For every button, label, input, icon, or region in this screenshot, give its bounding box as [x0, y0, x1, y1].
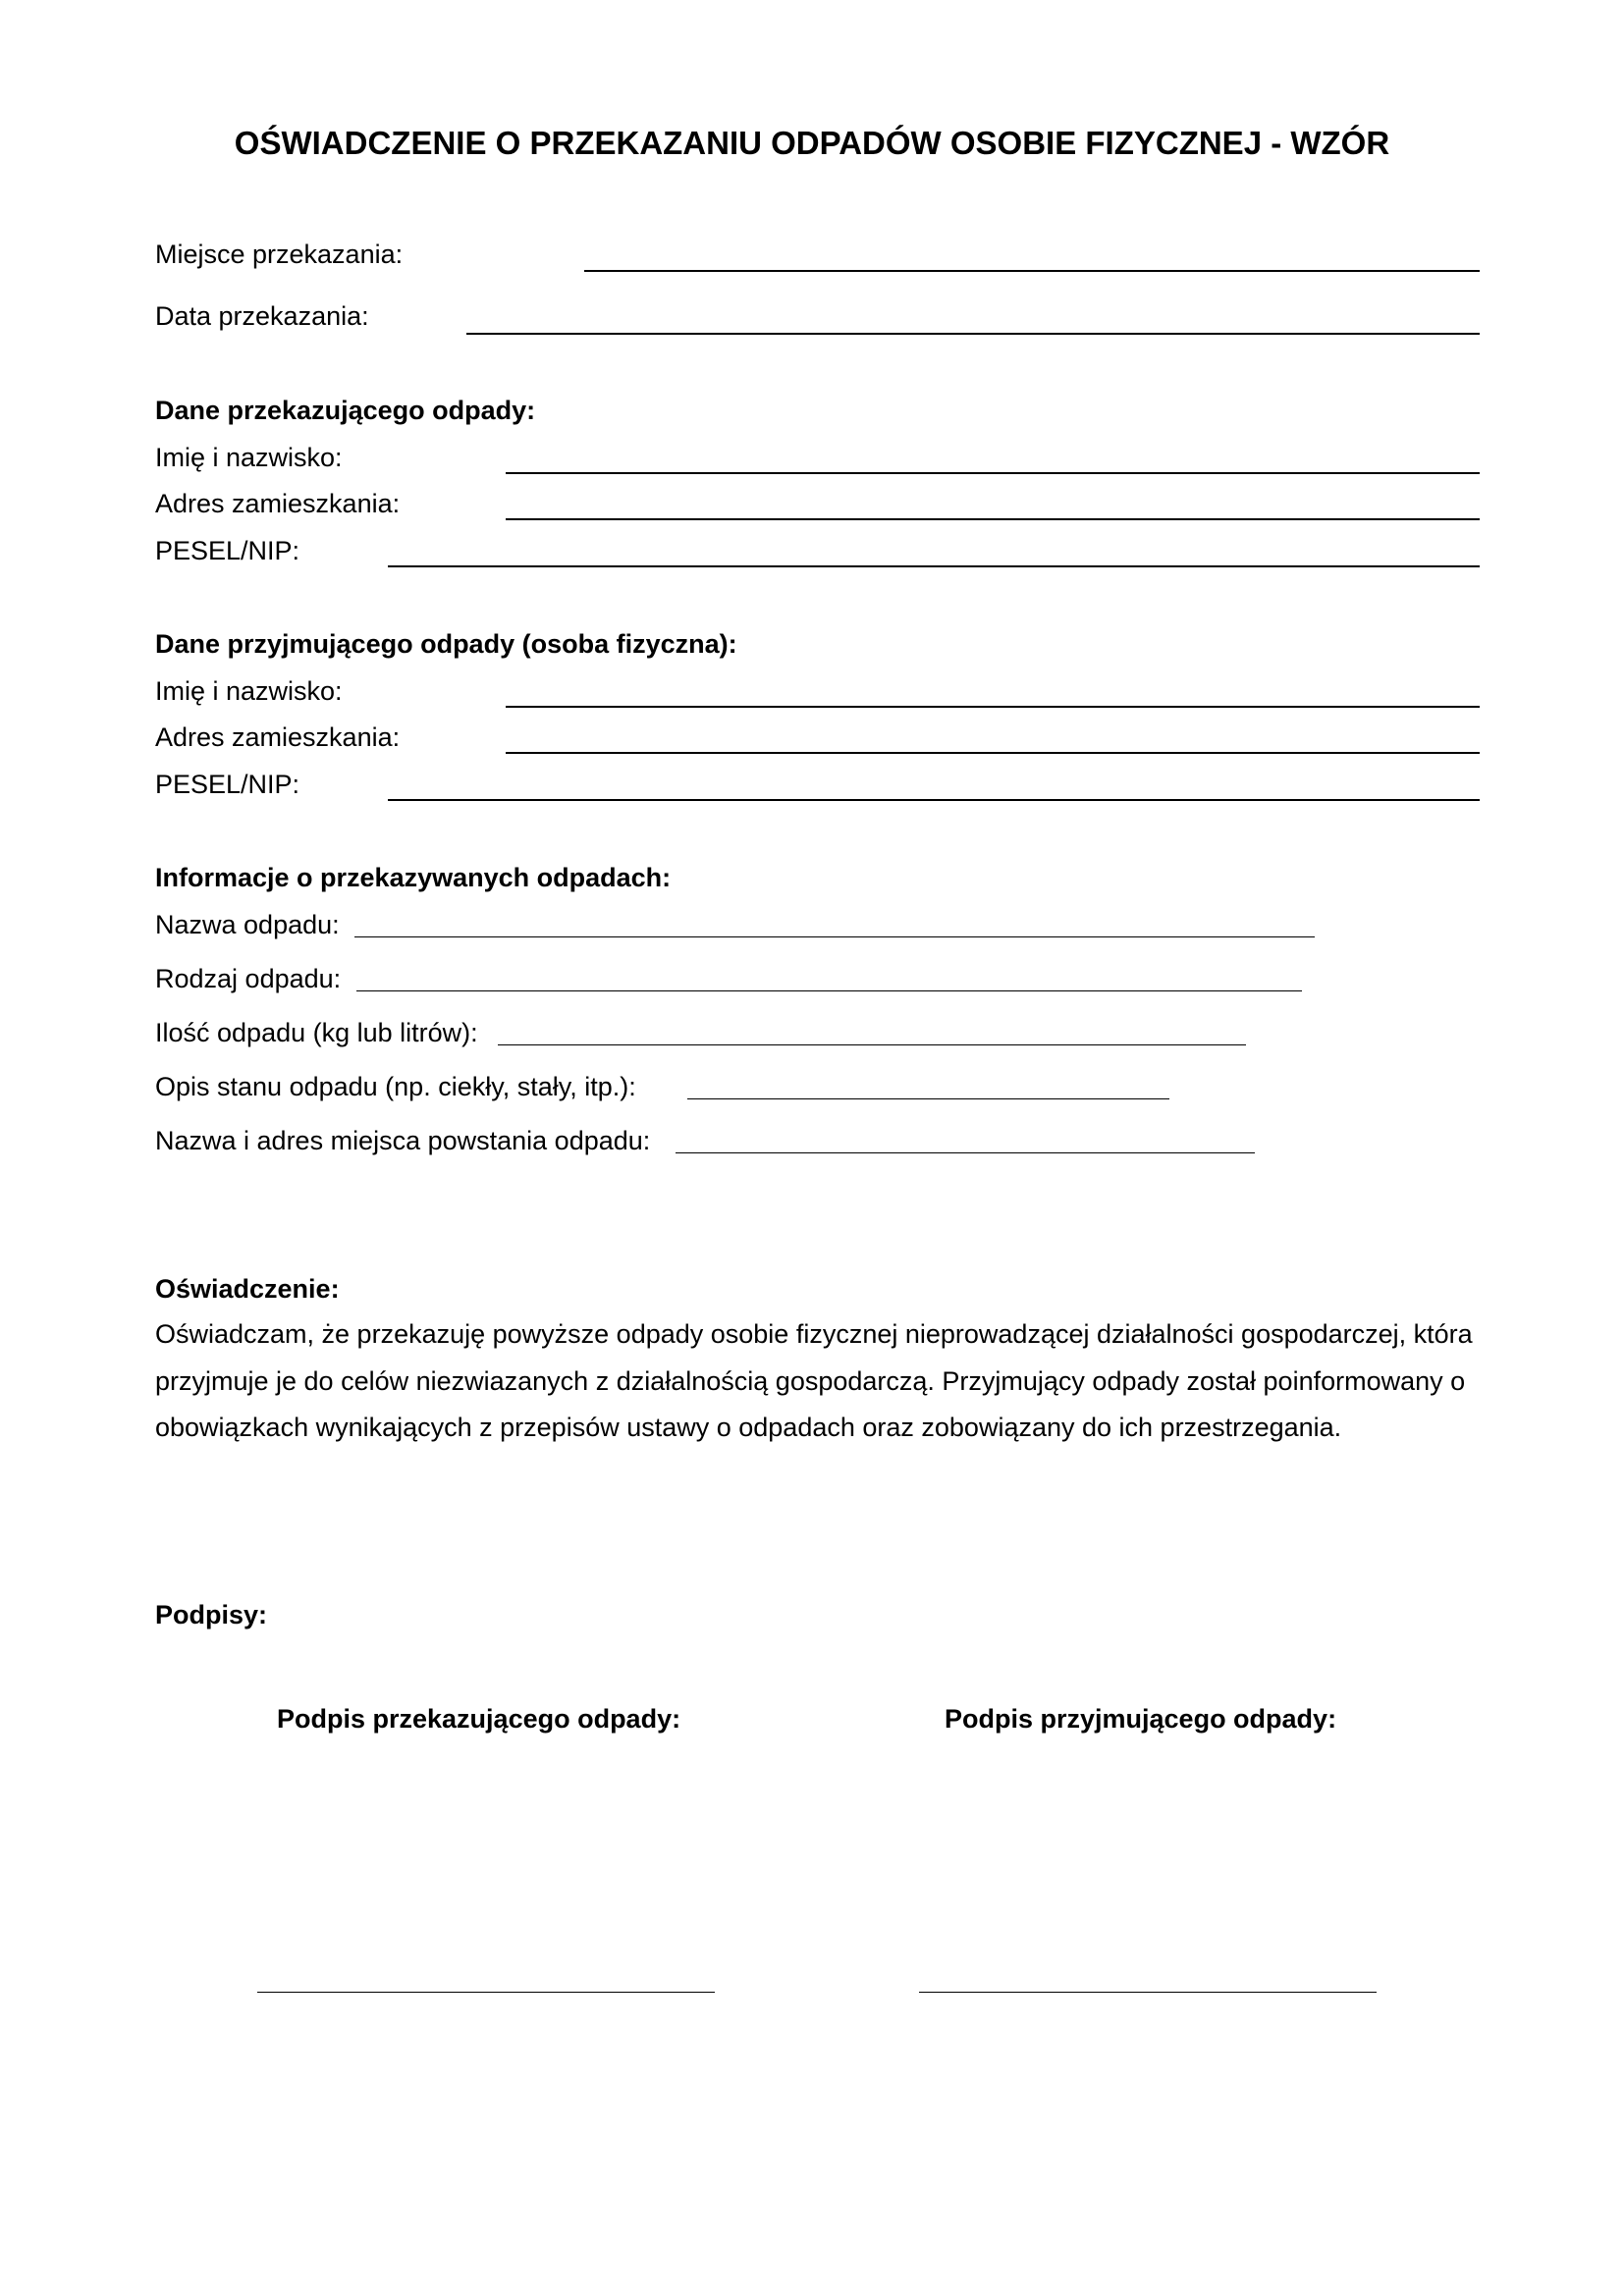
transfer-date-label: Data przekazania:: [155, 301, 369, 331]
waste-origin-label: Nazwa i adres miejsca powstania odpadu:: [155, 1126, 651, 1155]
giver-address-label: Adres zamieszkania:: [155, 489, 401, 518]
giver-section-heading: Dane przekazującego odpady:: [155, 396, 536, 425]
declaration-heading: Oświadczenie:: [155, 1274, 340, 1304]
receiver-address-field[interactable]: [506, 752, 1480, 754]
receiver-id-field[interactable]: [388, 799, 1480, 801]
transfer-place-field[interactable]: [584, 270, 1480, 272]
transfer-date-field[interactable]: [466, 333, 1480, 335]
waste-quantity-label: Ilość odpadu (kg lub litrów):: [155, 1018, 478, 1047]
document-title: OŚWIADCZENIE O PRZEKAZANIU ODPADÓW OSOBIE FIZYCZNEJ - WZÓR: [234, 125, 1390, 161]
giver-name-label: Imię i nazwisko:: [155, 443, 343, 472]
receiver-signature-line[interactable]: [919, 1992, 1377, 1993]
waste-type-field[interactable]: [356, 990, 1302, 991]
waste-origin-field[interactable]: [676, 1152, 1255, 1153]
receiver-name-label: Imię i nazwisko:: [155, 676, 343, 706]
giver-signature-line[interactable]: [257, 1992, 715, 1993]
waste-name-field[interactable]: [354, 936, 1315, 937]
receiver-section-heading: Dane przyjmującego odpady (osoba fizyczna):: [155, 629, 737, 659]
transfer-place-label: Miejsce przekazania:: [155, 240, 404, 269]
waste-state-label: Opis stanu odpadu (np. ciekły, stały, itp.):: [155, 1072, 636, 1101]
waste-quantity-field[interactable]: [498, 1044, 1246, 1045]
receiver-name-field[interactable]: [506, 706, 1480, 708]
waste-name-label: Nazwa odpadu:: [155, 910, 340, 939]
waste-type-label: Rodzaj odpadu:: [155, 964, 342, 993]
giver-signature-label: Podpis przekazującego odpady:: [277, 1704, 681, 1734]
giver-address-field[interactable]: [506, 518, 1480, 520]
waste-state-field[interactable]: [687, 1098, 1169, 1099]
waste-section-heading: Informacje o przekazywanych odpadach:: [155, 863, 672, 892]
giver-name-field[interactable]: [506, 472, 1480, 474]
declaration-text: Oświadczam, że przekazuję powyższe odpady osobie fizycznej nieprowadzącej działalności gospodarczej, która przyjmuje je do celów niezwiazanych z działalnością gospodarczą. Przyjmujący odpady został poinformowany o obowiązkach wynikających z przepisów ustawy o odpadach oraz zobowiązany do ich przestrzegania.: [155, 1319, 1473, 1442]
giver-id-field[interactable]: [388, 565, 1480, 567]
signatures-heading: Podpisy:: [155, 1600, 268, 1629]
receiver-address-label: Adres zamieszkania:: [155, 722, 401, 752]
receiver-id-label: PESEL/NIP:: [155, 770, 300, 799]
receiver-signature-label: Podpis przyjmującego odpady:: [945, 1704, 1337, 1734]
giver-id-label: PESEL/NIP:: [155, 536, 300, 565]
